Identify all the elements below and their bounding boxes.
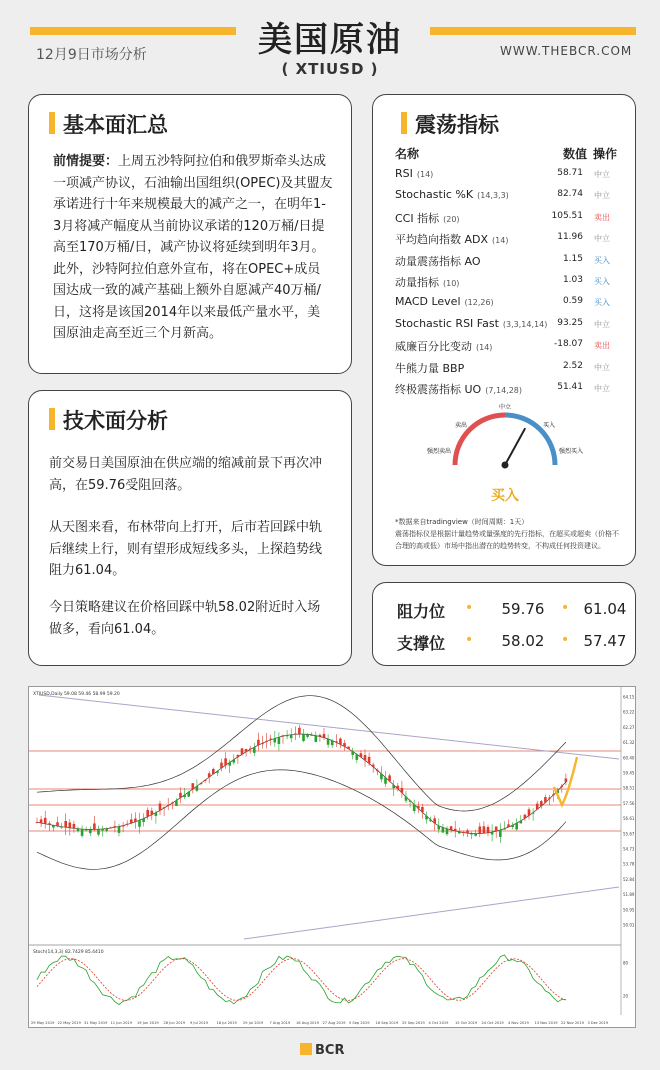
oscillator-row xyxy=(395,210,620,228)
oscillator-action: 卖出 xyxy=(594,212,610,222)
candle-body xyxy=(118,827,121,833)
candle-body xyxy=(524,815,527,819)
candle-body xyxy=(163,807,166,808)
candle-body xyxy=(73,824,76,828)
oscillator-note xyxy=(395,516,620,552)
resistance-2: 61.04 xyxy=(583,600,627,618)
oscillator-row xyxy=(395,167,620,185)
oscillator-name xyxy=(395,253,485,269)
candle-body xyxy=(204,780,207,781)
candle-body xyxy=(450,826,453,830)
date-tick: 15 Oct 2019 xyxy=(455,1021,478,1025)
oscillator-action: 中立 xyxy=(594,170,610,179)
candle-body xyxy=(544,797,547,802)
oscillator-params: (10) xyxy=(443,279,460,288)
date-tick: 29 May 2019 xyxy=(31,1021,55,1025)
candle-body xyxy=(528,809,531,815)
candle-body xyxy=(52,825,55,827)
candle-body xyxy=(249,749,252,750)
candle-body xyxy=(208,773,211,777)
support-label: 支撑位 xyxy=(397,634,446,653)
candle-body xyxy=(241,748,244,754)
oscillator-value: 51.41 xyxy=(557,382,583,392)
candle-body xyxy=(339,739,342,745)
fundamentals-lead: 前情提要： xyxy=(53,154,119,169)
date-tick: 13 Nov 2019 xyxy=(534,1021,558,1025)
candle-body xyxy=(105,829,108,831)
candle-body xyxy=(122,825,125,826)
sentiment-gauge xyxy=(423,395,587,485)
candle-body xyxy=(101,829,104,830)
oscillator-action: 中立 xyxy=(594,362,610,372)
oscillator-value: 1.15 xyxy=(562,253,583,264)
candle-body xyxy=(220,763,223,768)
gauge-label-strong-sell: 强烈卖出 xyxy=(426,448,452,455)
candle-body xyxy=(347,747,350,749)
candle-body xyxy=(257,740,260,745)
oscillator-name xyxy=(395,338,492,354)
oscillator-value: 93.25 xyxy=(557,317,583,328)
candle-body xyxy=(376,770,379,771)
support-1: 58.02 xyxy=(501,632,545,650)
candle-body xyxy=(237,755,240,757)
oscillator-params: (12,26) xyxy=(464,298,494,308)
fundamentals-text xyxy=(53,151,333,345)
price-tick: 56.61 xyxy=(623,816,635,822)
oscillator-action: 买入 xyxy=(594,277,610,286)
oscillator-row xyxy=(395,338,620,356)
support-2: 57.47 xyxy=(583,632,627,650)
candle-body xyxy=(520,821,523,824)
candle-body xyxy=(429,820,432,822)
candle-body xyxy=(89,829,92,833)
candle-body xyxy=(179,793,182,798)
candle-body xyxy=(155,813,158,816)
candle-body xyxy=(552,794,555,795)
candle-body xyxy=(142,819,145,822)
oscillator-row xyxy=(395,274,620,292)
candle-body xyxy=(200,783,203,784)
date-tick: 3 Dec 2019 xyxy=(587,1021,609,1025)
candle-body xyxy=(409,801,412,802)
price-tick: 63.22 xyxy=(623,709,635,715)
oscillator-label: MACD Level xyxy=(395,295,461,309)
gauge-label-neutral: 中立 xyxy=(498,404,512,411)
candle-body xyxy=(93,823,96,829)
bollinger-upper xyxy=(37,696,566,811)
oscillator-label: RSI xyxy=(395,167,413,180)
gauge-label-buy: 买入 xyxy=(542,422,556,429)
oscillator-label: Stochastic %K xyxy=(395,188,474,202)
oscillator-action: 中立 xyxy=(594,191,610,201)
candle-body xyxy=(495,827,498,832)
gauge-needle xyxy=(505,428,525,465)
candle-body xyxy=(286,735,289,736)
candle-body xyxy=(466,830,469,833)
candle-body xyxy=(319,735,322,737)
candle-body xyxy=(81,829,84,836)
gauge-label-sell: 卖出 xyxy=(454,422,468,429)
candle-body xyxy=(36,822,39,823)
date-tick: 19 Jun 2019 xyxy=(137,1021,159,1025)
candle-body xyxy=(421,807,424,812)
candle-body xyxy=(327,739,330,745)
price-tick: 53.78 xyxy=(623,861,635,867)
candle-body xyxy=(196,786,199,791)
date-tick: 9 Jul 2019 xyxy=(190,1021,209,1025)
support-dot: • xyxy=(465,632,474,648)
price-tick: 54.73 xyxy=(623,846,635,852)
levels-card xyxy=(372,582,636,666)
candle-body xyxy=(425,816,428,819)
candle-body xyxy=(483,826,486,833)
technical-p3: 今日策略建议在价格回踩中轨58.02附近时入场做多，看向61.04。 xyxy=(49,600,321,637)
price-tick: 58.51 xyxy=(623,785,635,791)
candle-body xyxy=(499,830,502,837)
oscillator-row xyxy=(395,295,620,313)
oscillator-label: 牛熊力量 BBP xyxy=(395,361,465,375)
candle-body xyxy=(60,827,63,828)
candle-body xyxy=(417,806,420,808)
candle-body xyxy=(479,827,482,834)
candle-body xyxy=(253,747,256,753)
candlesticks xyxy=(36,725,567,843)
candle-body xyxy=(151,811,154,815)
price-tick: 51.89 xyxy=(623,892,635,898)
oscillator-name xyxy=(395,188,509,201)
osc-tick: 20 xyxy=(623,993,629,999)
candle-body xyxy=(44,818,47,824)
candle-body xyxy=(433,818,436,823)
candle-body xyxy=(310,735,313,736)
candle-body xyxy=(306,734,309,736)
candle-body xyxy=(368,757,371,764)
oscillator-row xyxy=(395,188,620,206)
candle-body xyxy=(216,771,219,773)
oscillator-row xyxy=(395,317,620,335)
oscillator-action: 买入 xyxy=(594,255,610,265)
candle-body xyxy=(269,739,272,740)
page-subtitle: ( XTIUSD ) xyxy=(281,60,379,78)
site-url[interactable]: WWW.THEBCR.COM xyxy=(500,44,633,58)
price-tick: 50.95 xyxy=(623,907,635,913)
candle-body xyxy=(146,810,149,817)
candle-body xyxy=(290,735,293,739)
candle-body xyxy=(282,735,285,736)
candle-body xyxy=(491,832,494,834)
oscillator-name xyxy=(395,295,494,308)
candle-body xyxy=(294,733,297,734)
candle-body xyxy=(224,758,227,765)
candle-body xyxy=(470,833,473,834)
price-tick: 57.56 xyxy=(623,800,635,806)
osc-tick: 80 xyxy=(623,960,629,966)
oscillator-value: 82.74 xyxy=(557,189,583,200)
candle-body xyxy=(561,786,564,787)
candle-body xyxy=(315,736,318,742)
candle-body xyxy=(233,760,236,763)
oscillator-action: 中立 xyxy=(594,384,610,393)
date-tick: 27 Aug 2019 xyxy=(322,1021,346,1025)
candle-body xyxy=(56,822,59,826)
candle-body xyxy=(85,829,88,830)
bollinger-middle xyxy=(37,734,566,834)
candle-body xyxy=(192,783,195,789)
oscillator-value: -18.07 xyxy=(553,339,583,350)
candle-body xyxy=(77,829,80,831)
date-tick: 18 Jul 2019 xyxy=(216,1021,237,1025)
candle-body xyxy=(372,765,375,767)
date-tick: 22 Nov 2019 xyxy=(561,1021,585,1025)
candle-body xyxy=(540,801,543,806)
candle-body xyxy=(380,774,383,779)
price-tick: 60.40 xyxy=(623,755,635,761)
candle-body xyxy=(175,800,178,806)
candle-body xyxy=(212,769,215,774)
stochastic-axis xyxy=(623,961,629,999)
candle-body xyxy=(110,827,113,828)
oscillator-action: 买入 xyxy=(594,298,610,308)
candle-body xyxy=(401,788,404,793)
candle-body xyxy=(40,819,43,823)
oscillator-params: (7,14,28) xyxy=(485,386,522,395)
oscillator-label: 平均趋向指数 ADX xyxy=(395,233,489,247)
oscillator-action: 卖出 xyxy=(594,341,610,351)
candle-body xyxy=(462,832,465,833)
oscillator-params: (3,3,14,14) xyxy=(502,319,548,329)
candle-body xyxy=(167,805,170,806)
oscillator-value: 11.96 xyxy=(557,232,583,243)
technical-title: 技术面分析 xyxy=(63,405,168,435)
candle-body xyxy=(97,829,100,834)
date-tick: 25 Sep 2019 xyxy=(402,1021,425,1025)
oscillator-value: 2.52 xyxy=(562,360,583,371)
date-tick: 11 Jun 2019 xyxy=(110,1021,133,1025)
candle-body xyxy=(384,777,387,783)
resistance-label: 阻力位 xyxy=(397,602,446,621)
candle-body xyxy=(302,734,305,741)
date-tick: 7 Aug 2019 xyxy=(269,1021,291,1025)
candle-body xyxy=(228,762,231,765)
oscillators-card xyxy=(372,94,636,566)
date-tick: 4 Oct 2019 xyxy=(428,1021,449,1025)
candle-body xyxy=(356,754,359,760)
candle-body xyxy=(274,738,277,742)
candle-body xyxy=(331,741,334,746)
date-tick: 28 Jun 2019 xyxy=(163,1021,186,1025)
col-value: 数值 xyxy=(563,147,588,161)
footer-logo xyxy=(300,1043,344,1058)
col-action: 操作 xyxy=(593,147,618,161)
candle-body xyxy=(183,795,186,797)
oscillator-name xyxy=(395,167,433,180)
note-disclaimer: 震荡指标仪是根据计量趋势或量强度的先行指标，在超买或超卖（价格不合理的高或低）市场中指出潜在的趋势转变，不构成任何投资建议。 xyxy=(395,530,619,550)
price-tick: 61.32 xyxy=(623,740,635,746)
technical-p2: 从天图来看，布林带向上打开，后市若回踩中轨后继续上行，则有望形成短线多头，上探趋势线阻力61.04。 xyxy=(49,520,323,578)
oscillator-label: Stochastic RSI Fast xyxy=(395,316,499,330)
candle-body xyxy=(565,779,568,782)
oscillator-name xyxy=(395,231,508,247)
oscillator-label: 威廉百分比变动 xyxy=(395,340,472,354)
candle-body xyxy=(323,734,326,738)
bollinger-lower xyxy=(37,770,566,870)
oscillator-value: 105.51 xyxy=(551,210,583,221)
osc-legend: Stoch(14,3,3) 82.7429 85.4410 xyxy=(33,950,104,955)
candle-body xyxy=(64,821,67,827)
resistance-dot: • xyxy=(465,600,474,616)
fundamentals-title: 基本面汇总 xyxy=(63,109,168,139)
candle-body xyxy=(114,826,117,827)
candle-body xyxy=(446,829,449,834)
footer-logo-text: BCR xyxy=(315,1043,345,1058)
oscillator-params: (14) xyxy=(416,170,434,179)
candle-body xyxy=(507,824,510,827)
date-tick: 16 Aug 2019 xyxy=(296,1021,320,1025)
oscillator-name xyxy=(395,317,547,330)
candle-body xyxy=(442,827,445,832)
candle-body xyxy=(134,819,137,822)
price-tick: 64.15 xyxy=(623,694,635,700)
resistance-dot-2: • xyxy=(561,600,570,616)
candle-body xyxy=(397,786,400,789)
resistance-1: 59.76 xyxy=(501,600,545,618)
candle-body xyxy=(351,752,354,755)
candle-body xyxy=(487,827,490,833)
page-title: 美国原油 xyxy=(258,20,402,60)
note-source: *数据来自tradingview（时间周期：1天） xyxy=(395,518,529,526)
oscillator-value: 1.03 xyxy=(562,275,583,285)
oscillator-value: 58.71 xyxy=(557,168,583,178)
oscillator-label: 动量指标 xyxy=(395,276,439,289)
trendline-upper xyxy=(39,695,619,759)
gauge-label-strong-buy: 强烈买入 xyxy=(558,448,584,455)
oscillator-label: CCI 指标 xyxy=(395,211,440,225)
oscillator-action: 中立 xyxy=(594,234,610,244)
candle-body xyxy=(388,775,391,781)
date-tick: 29 Jul 2019 xyxy=(243,1021,264,1025)
candle-body xyxy=(392,785,395,788)
oscillator-row xyxy=(395,253,620,271)
candle-body xyxy=(171,803,174,804)
candle-body xyxy=(335,741,338,742)
oscillator-label: 动量震荡指标 AO xyxy=(395,254,481,268)
candle-body xyxy=(187,792,190,797)
candle-body xyxy=(130,819,133,823)
fundamentals-body: 上周五沙特阿拉伯和俄罗斯牵头达成一项减产协议，石油输出国组织(OPEC)及其盟友承诺进行十年来规模最大的减产之一，在明年1-3月将减产幅度从当前协议承诺的120万桶/日提高至170万桶/日，减产协议将延续到明年3月。此外，沙特阿拉伯意外宣布，将在OPEC+成员国达成一致的减产基础上额外自愿减产40万桶/日，这将是该国2014年以来最低产量水平，美国原油走高至近三个月新高。 xyxy=(53,154,333,341)
report-date: 12月9日市场分析 xyxy=(36,47,147,63)
technical-p1: 前交易日美国原油在供应端的缩减前景下再次冲高，在59.76受阻回落。 xyxy=(49,456,323,493)
fundamentals-card xyxy=(28,94,352,374)
support-dot-2: • xyxy=(561,632,570,648)
price-tick: 59.45 xyxy=(623,770,635,776)
date-tick: 16 Sep 2019 xyxy=(375,1021,399,1025)
candle-body xyxy=(511,825,514,827)
date-tick: 22 May 2019 xyxy=(57,1021,81,1025)
candle-body xyxy=(532,813,535,814)
price-tick: 52.84 xyxy=(623,876,635,882)
candle-body xyxy=(458,832,461,834)
level-lines xyxy=(29,751,621,831)
oscillator-name xyxy=(395,360,468,376)
candle-body xyxy=(48,823,51,824)
candle-body xyxy=(503,829,506,830)
candle-body xyxy=(413,804,416,810)
candle-body xyxy=(515,823,518,829)
candle-body xyxy=(474,834,477,836)
chart-legend: XTIUSD,Daily 59.08 59.46 58.99 59.20 xyxy=(33,692,120,697)
candle-body xyxy=(159,803,162,810)
oscillators-title: 震荡指标 xyxy=(415,109,499,139)
candle-body xyxy=(454,829,457,831)
col-name: 名称 xyxy=(395,147,420,161)
trendline-lower xyxy=(244,887,619,939)
price-tick: 50.01 xyxy=(623,922,635,928)
date-tick: 4 Nov 2019 xyxy=(508,1021,529,1025)
candle-body xyxy=(405,797,408,801)
oscillator-row xyxy=(395,360,620,378)
candle-body xyxy=(298,728,301,734)
oscillator-params: (14) xyxy=(492,236,509,246)
candle-body xyxy=(360,753,363,757)
oscillator-row xyxy=(395,231,620,249)
date-tick: 31 May 2019 xyxy=(84,1021,108,1025)
price-tick: 55.67 xyxy=(623,831,635,837)
price-axis xyxy=(623,695,635,928)
oscillator-action: 中立 xyxy=(594,319,610,329)
candle-body xyxy=(364,755,367,760)
candle-body xyxy=(536,804,539,810)
bcr-logo-icon xyxy=(300,1043,312,1055)
gauge-result: 买入 xyxy=(491,488,519,504)
candle-body xyxy=(438,826,441,830)
candle-body xyxy=(261,743,264,744)
candle-body xyxy=(278,737,281,744)
date-axis xyxy=(31,1021,609,1025)
technical-card xyxy=(28,390,352,666)
gauge-hub xyxy=(502,462,509,469)
oscillator-name xyxy=(395,274,459,290)
date-tick: 5 Sep 2019 xyxy=(349,1021,370,1025)
oscillator-params: (14) xyxy=(476,343,493,353)
candle-body xyxy=(138,820,141,827)
candle-body xyxy=(126,824,129,825)
oscillator-value: 0.59 xyxy=(562,296,583,307)
candle-body xyxy=(69,823,72,828)
price-chart[interactable] xyxy=(28,686,636,1028)
oscillator-params: (14,3,3) xyxy=(477,191,509,201)
oscillator-name xyxy=(395,210,460,226)
candle-body xyxy=(265,741,268,742)
candle-body xyxy=(343,743,346,746)
candle-body xyxy=(548,798,551,799)
oscillator-label: 终极震荡指标 UO xyxy=(395,383,482,396)
price-tick: 62.27 xyxy=(623,724,635,730)
oscillator-params: (20) xyxy=(443,214,460,224)
chart-canvas[interactable] xyxy=(29,687,635,1027)
candle-body xyxy=(245,749,248,752)
date-tick: 24 Oct 2019 xyxy=(481,1021,504,1025)
